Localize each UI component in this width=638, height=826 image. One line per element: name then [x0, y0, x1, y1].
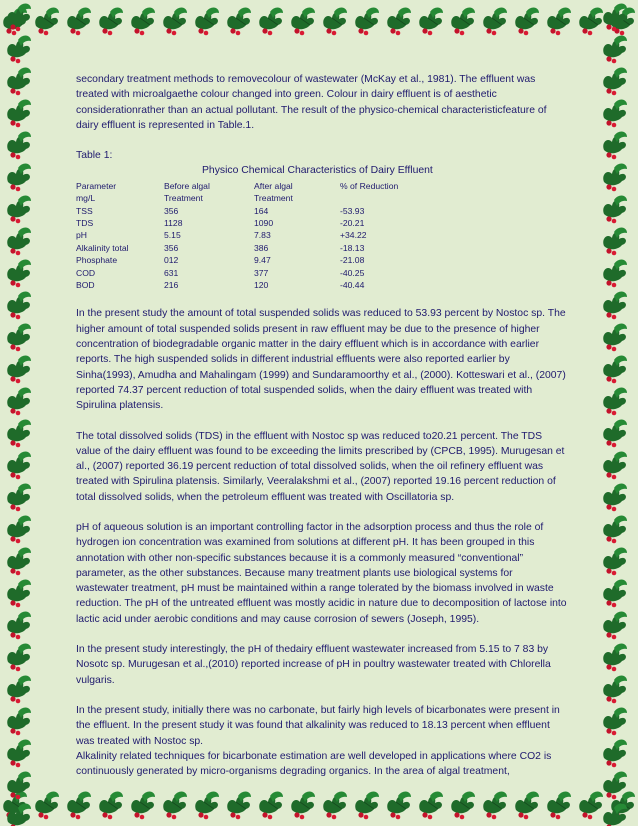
- table-cell: 012: [164, 255, 179, 266]
- header-cell: Treatment: [254, 193, 293, 204]
- header-cell: mg/L: [76, 193, 96, 204]
- table-cell: -21.08: [340, 255, 365, 266]
- table-cell: 631: [164, 267, 179, 278]
- table-cell: TDS: [76, 218, 94, 228]
- table-cell: Phosphate: [76, 255, 118, 266]
- table-cell: 356: [164, 242, 179, 253]
- table-cell: TSS: [76, 205, 93, 216]
- table-cell: -18.13: [340, 242, 365, 253]
- table-header-row: [76, 192, 398, 204]
- holly-border-bottom: [0, 788, 638, 822]
- header-cell: Before algal: [164, 180, 210, 191]
- table-row: [76, 229, 398, 241]
- table-row: [76, 267, 398, 279]
- table-cell: 386: [254, 242, 269, 253]
- table-cell: -40.25: [340, 267, 365, 278]
- tds-paragraph: The total dissolved solids (TDS) in the effluent with Nostoc sp was reduced to20.21 percent. The TDS value of the dairy effluent was found to be exceeding the limits prescribed by (CPCB, 1995). Murugesan et al., (2007) reported 36.19 percent reduction of total dissolved solids, when the oil refinery effluent was treated with Spirulina platensis. Similarly, Veeralakshmi et al., (2007) reported 19.16 percent reduction of total dissolved solids, when the petroleum effluent was treated with Oscillatoria sp.: [76, 430, 565, 503]
- table-cell: 164: [254, 205, 269, 216]
- holly-border-top: [0, 4, 638, 38]
- table-cell: COD: [76, 267, 96, 278]
- table-cell: BOD: [76, 280, 95, 291]
- intro-paragraph: secondary treatment methods to removecolour of wastewater (McKay et al., 1981). The effluent was treated with microalgaethe colour changed into green. Colour in dairy effluent is of aesthetic considerationrather than an actual pollutant. The result of the physico-chemical characteristicfeature of dairy effluent is represented in Table.1.: [76, 74, 547, 131]
- header-cell: After algal: [254, 180, 293, 191]
- table-cell: 356: [164, 205, 179, 216]
- alkalinity-paragraph: In the present study, initially there was no carbonate, but fairly high levels of bicarbonates were present in the effluent. In the present study it was found that alkalinity was reduced to 18.13 percent when effluent was treated with Nostoc sp.: [76, 704, 560, 747]
- table-row: [76, 205, 398, 217]
- table-title: Physico Chemical Characteristics of Dairy Effluent: [202, 165, 433, 177]
- page-content: [76, 72, 568, 779]
- tss-paragraph: In the present study the amount of total suspended solids was reduced to 53.93 percent by Nostoc sp. The higher amount of total suspended solids present in raw effluent may be due to the presence of higher concentration of biodegradable organic matter in the dairy effluent which is in accordance with earlier reports. The high suspended solids in different industrial effluents were also reported earlier by Sinha(1993), Amudha and Mahalingam (1999) and Sundaramoorthy et al., (2000). Kotteswari et al., (2007) reported 74.37 percent reduction of total suspended solids, when the dairy effluent was treated with Spirulina platensis.: [76, 308, 566, 412]
- holly-border-right: [600, 0, 634, 826]
- table-row: [76, 242, 398, 254]
- table-cell: 9.47: [254, 255, 271, 266]
- table-caption: Table 1:: [76, 150, 113, 162]
- table-cell: Alkalinity total: [76, 242, 129, 253]
- table-row: [76, 279, 398, 291]
- table-header-row: [76, 180, 398, 192]
- header-cell: Parameter: [76, 180, 117, 191]
- table-cell: 216: [164, 280, 179, 291]
- table-cell: -20.21: [340, 218, 365, 228]
- header-cell: Treatment: [164, 193, 203, 204]
- table-cell: pH: [76, 230, 87, 241]
- table-cell: 120: [254, 280, 269, 291]
- ph-paragraph: pH of aqueous solution is an important controlling factor in the adsorption process and thus the role of hydrogen ion concentration was examined from solutions at different pH. It has been grouped in this annotation with other non-specific substances because it is a commonly measured “conventional” parameter, as the other substances. Because many treatment plants use biological systems for wastewater treatment, pH must be maintained within a range tolerated by the biomass involved in waste reduction. The pH of the untreated effluent was mostly acidic in nature due to decomposition of lactose into lactic acid under aerobic conditions and may cause corrosion of sewers (Joseph, 1995).: [76, 522, 567, 625]
- table-cell: -40.44: [340, 280, 365, 291]
- table-cell: 1090: [254, 218, 274, 228]
- table-cell: -53.93: [340, 205, 365, 216]
- table-row: [76, 217, 398, 229]
- holly-border-left: [4, 0, 38, 826]
- effluent-table: [76, 180, 398, 292]
- table-cell: 5.15: [164, 230, 181, 241]
- table-cell: +34.22: [340, 230, 367, 241]
- header-cell: [340, 192, 398, 204]
- table-cell: 1128: [164, 218, 183, 228]
- table-cell: 377: [254, 267, 269, 278]
- table-cell: 7.83: [254, 230, 271, 241]
- table-row: [76, 254, 398, 266]
- header-cell: % of Reduction: [340, 180, 399, 191]
- ph-results-paragraph: In the present study interestingly, the pH of thedairy effluent wastewater increased from 5.15 to 7 83 by Nosotc sp. Murugesan et al.,(2010) reported increase of pH in poultry wastewater treated with Chlorella vulgaris.: [76, 644, 551, 686]
- alkalinity-techniques-paragraph: Alkalinity related techniques for bicarbonate estimation are well developed in applications where CO2 is continuously generated by micro-organisms degrading organics. In the area of algal treatment,: [76, 750, 552, 778]
